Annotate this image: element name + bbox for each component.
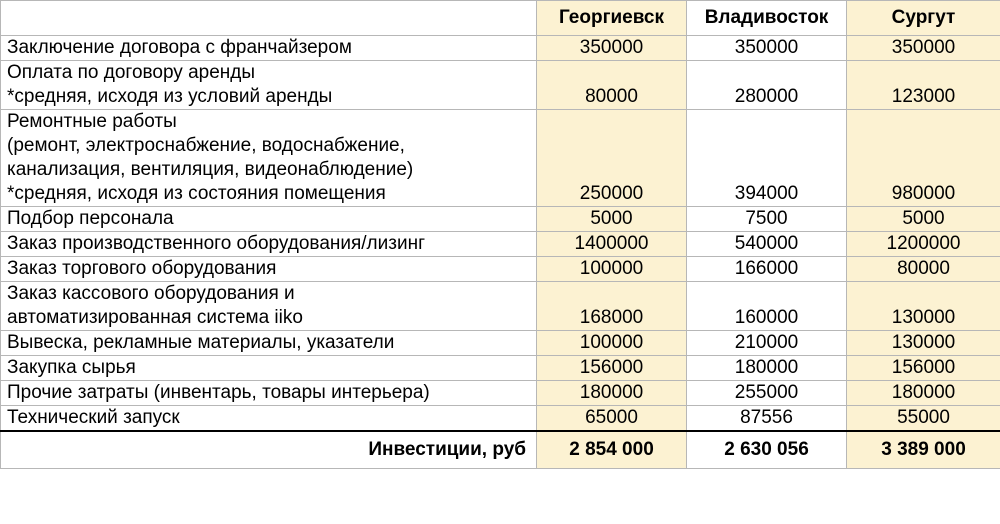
row-label bbox=[1, 232, 537, 257]
row-label-line: Заказ кассового оборудования и bbox=[7, 283, 295, 304]
header-corner-cell bbox=[1, 1, 537, 36]
header-city-vladivostok: Владивосток bbox=[687, 1, 847, 36]
row-label-line: (ремонт, электроснабжение, водоснабжение, bbox=[7, 135, 405, 156]
total-label: Инвестиции, руб bbox=[1, 431, 537, 469]
value-cell: 255000 bbox=[687, 381, 847, 406]
table-row bbox=[1, 207, 1000, 232]
value-cell: 5000 bbox=[537, 207, 687, 232]
value-cell: 180000 bbox=[537, 381, 687, 406]
value-cell: 156000 bbox=[847, 356, 1000, 381]
row-label bbox=[1, 406, 537, 432]
value-cell: 80000 bbox=[537, 61, 687, 110]
total-row bbox=[1, 431, 1000, 469]
value-cell: 980000 bbox=[847, 110, 1000, 207]
value-cell: 180000 bbox=[847, 381, 1000, 406]
value-cell: 80000 bbox=[847, 257, 1000, 282]
table-row bbox=[1, 331, 1000, 356]
row-label bbox=[1, 257, 537, 282]
row-label bbox=[1, 207, 537, 232]
value-cell: 166000 bbox=[687, 257, 847, 282]
value-cell: 350000 bbox=[687, 36, 847, 61]
value-cell: 540000 bbox=[687, 232, 847, 257]
value-cell: 180000 bbox=[687, 356, 847, 381]
row-label-line: Закупка сырья bbox=[7, 357, 136, 378]
value-cell: 280000 bbox=[687, 61, 847, 110]
row-label-line: Технический запуск bbox=[7, 407, 180, 428]
row-label-line: Оплата по договору аренды bbox=[7, 62, 256, 83]
row-label-line: Заказ торгового оборудования bbox=[7, 258, 277, 279]
value-cell: 100000 bbox=[537, 331, 687, 356]
table-row bbox=[1, 232, 1000, 257]
table-row bbox=[1, 110, 1000, 207]
value-cell: 156000 bbox=[537, 356, 687, 381]
row-label bbox=[1, 381, 537, 406]
row-label-line: Подбор персонала bbox=[7, 208, 174, 229]
total-value-cell: 3 389 000 bbox=[847, 431, 1000, 469]
row-label-line: Заказ производственного оборудования/лизинг bbox=[7, 233, 425, 254]
value-cell: 130000 bbox=[847, 282, 1000, 331]
value-cell: 7500 bbox=[687, 207, 847, 232]
row-label-line: Ремонтные работы bbox=[7, 111, 177, 132]
row-label-line: Прочие затраты (инвентарь, товары интерьера) bbox=[7, 382, 430, 403]
value-cell: 55000 bbox=[847, 406, 1000, 432]
row-label bbox=[1, 36, 537, 61]
value-cell: 250000 bbox=[537, 110, 687, 207]
total-value-cell: 2 854 000 bbox=[537, 431, 687, 469]
value-cell: 394000 bbox=[687, 110, 847, 207]
value-cell: 350000 bbox=[847, 36, 1000, 61]
row-label bbox=[1, 282, 537, 331]
value-cell: 160000 bbox=[687, 282, 847, 331]
row-label-line: Заключение договора с франчайзером bbox=[7, 37, 352, 58]
row-label bbox=[1, 331, 537, 356]
header-city-surgut: Сургут bbox=[847, 1, 1000, 36]
row-label bbox=[1, 356, 537, 381]
value-cell: 210000 bbox=[687, 331, 847, 356]
value-cell: 350000 bbox=[537, 36, 687, 61]
value-cell: 123000 bbox=[847, 61, 1000, 110]
row-label-line: Вывеска, рекламные материалы, указатели bbox=[7, 332, 395, 353]
value-cell: 87556 bbox=[687, 406, 847, 432]
table-body bbox=[1, 1, 1000, 469]
header-row bbox=[1, 1, 1000, 36]
value-cell: 168000 bbox=[537, 282, 687, 331]
value-cell: 65000 bbox=[537, 406, 687, 432]
table-row bbox=[1, 257, 1000, 282]
row-label-line: канализация, вентиляция, видеонаблюдение) bbox=[7, 159, 414, 180]
value-cell: 130000 bbox=[847, 331, 1000, 356]
row-label-line: *средняя, исходя из условий аренды bbox=[7, 86, 333, 107]
value-cell: 1400000 bbox=[537, 232, 687, 257]
table-row bbox=[1, 282, 1000, 331]
table-row bbox=[1, 61, 1000, 110]
row-label bbox=[1, 110, 537, 207]
header-city-georgievsk: Георгиевск bbox=[537, 1, 687, 36]
table-row bbox=[1, 406, 1000, 432]
row-label bbox=[1, 61, 537, 110]
row-label-line: автоматизированная система iiko bbox=[7, 307, 303, 328]
value-cell: 5000 bbox=[847, 207, 1000, 232]
table-row bbox=[1, 356, 1000, 381]
total-value-cell: 2 630 056 bbox=[687, 431, 847, 469]
value-cell: 100000 bbox=[537, 257, 687, 282]
value-cell: 1200000 bbox=[847, 232, 1000, 257]
table-row bbox=[1, 36, 1000, 61]
table-row bbox=[1, 381, 1000, 406]
row-label-line: *средняя, исходя из состояния помещения bbox=[7, 183, 386, 204]
